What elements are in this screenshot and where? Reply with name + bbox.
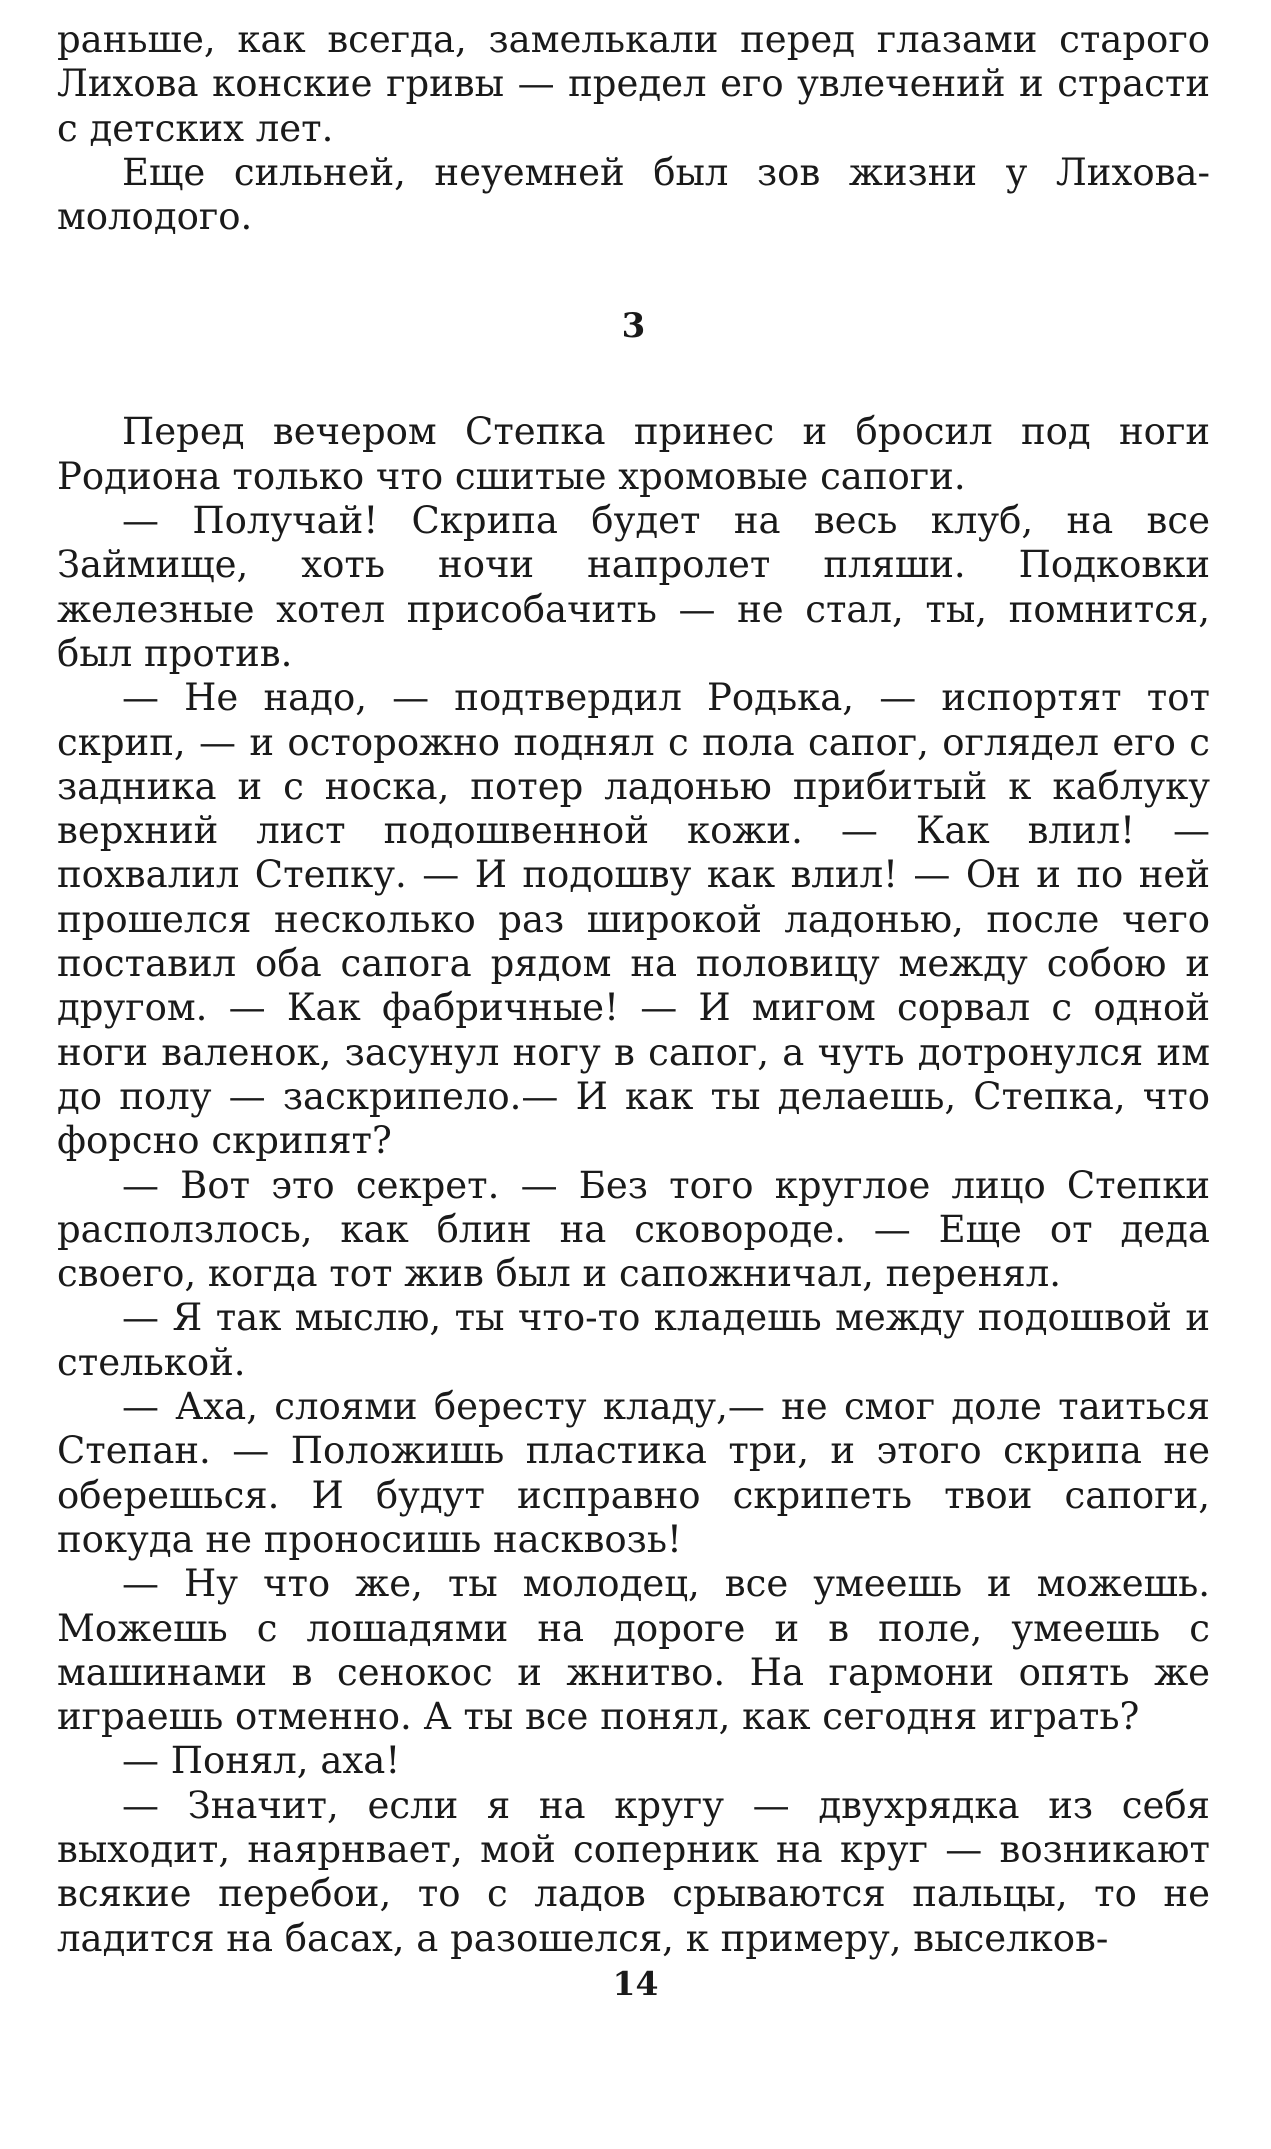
section-number: 3 [621, 306, 646, 347]
paragraph: Еще сильней, неуемней был зов жизни у Лихова-молодого. [57, 150, 1210, 239]
dialogue-paragraph: — Получай! Скрипа будет на весь клуб, на все Займище, хоть ночи напролет пляши. Подковки железные хотел присобачить — не стал, ты, помнится, был против. [57, 499, 1210, 675]
page-number: 14 [612, 1964, 659, 2003]
dialogue-paragraph: — Вот это секрет. — Без того круглое лицо Степки расползлось, как блин на сковороде. — Еще от деда своего, когда тот жив был и сапожничал, перенял. [57, 1163, 1210, 1296]
paragraph-continued: раньше, как всегда, замелькали перед глазами старого Лихова конские гривы — предел его увлечений и страсти с детских лет. [57, 18, 1210, 150]
dialogue-paragraph: — Аха, слоями бересту кладу,— не смог доле таиться Степан. — Положишь пластика три, и этого скрипа не оберешься. И будут исправно скрипеть твои сапоги, покуда не проносишь насквозь! [57, 1385, 1210, 1561]
paragraph: Перед вечером Степка принес и бросил под ноги Родиона только что сшитые хромовые сапоги. [57, 410, 1210, 498]
dialogue-paragraph: — Я так мыслю, ты что-то кладешь между подошвой и стелькой. [57, 1296, 1210, 1384]
dialogue-paragraph: — Понял, аха! [122, 1739, 401, 1783]
book-page [57, 18, 1210, 1961]
dialogue-paragraph: — Значит, если я на кругу — двухрядка из себя выходит, наярнвает, мой соперник на круг — возникают всякие перебои, то с ладов срываются пальцы, то не ладится на басах, а разошелся, к примеру, выселков- [57, 1783, 1210, 1960]
dialogue-paragraph: — Не надо, — подтвердил Родька, — испортят тот скрип, — и осторожно поднял с пола сапог, оглядел его с задника и с носка, потер ладонью прибитый к каблуку верхний лист подошвенной кожи. — Как влил! — похвалил Степку. — И подошву как влил! — Он и по ней прошелся несколько раз широкой ладонью, после чего поставил оба сапога рядом на половицу между собою и другом. — Как фабричные! — И мигом сорвал с одной ноги валенок, засунул ногу в сапог, а чуть дотронулся им до полу — заскрипело.— И как ты делаешь, Степка, что форсно скрипят? [57, 676, 1210, 1163]
dialogue-paragraph: — Ну что же, ты молодец, все умеешь и можешь. Можешь с лошадями на дороге и в поле, умеешь с машинами в сенокос и жнитво. На гармони опять же играешь отменно. А ты все понял, как сегодня играть? [57, 1562, 1210, 1739]
